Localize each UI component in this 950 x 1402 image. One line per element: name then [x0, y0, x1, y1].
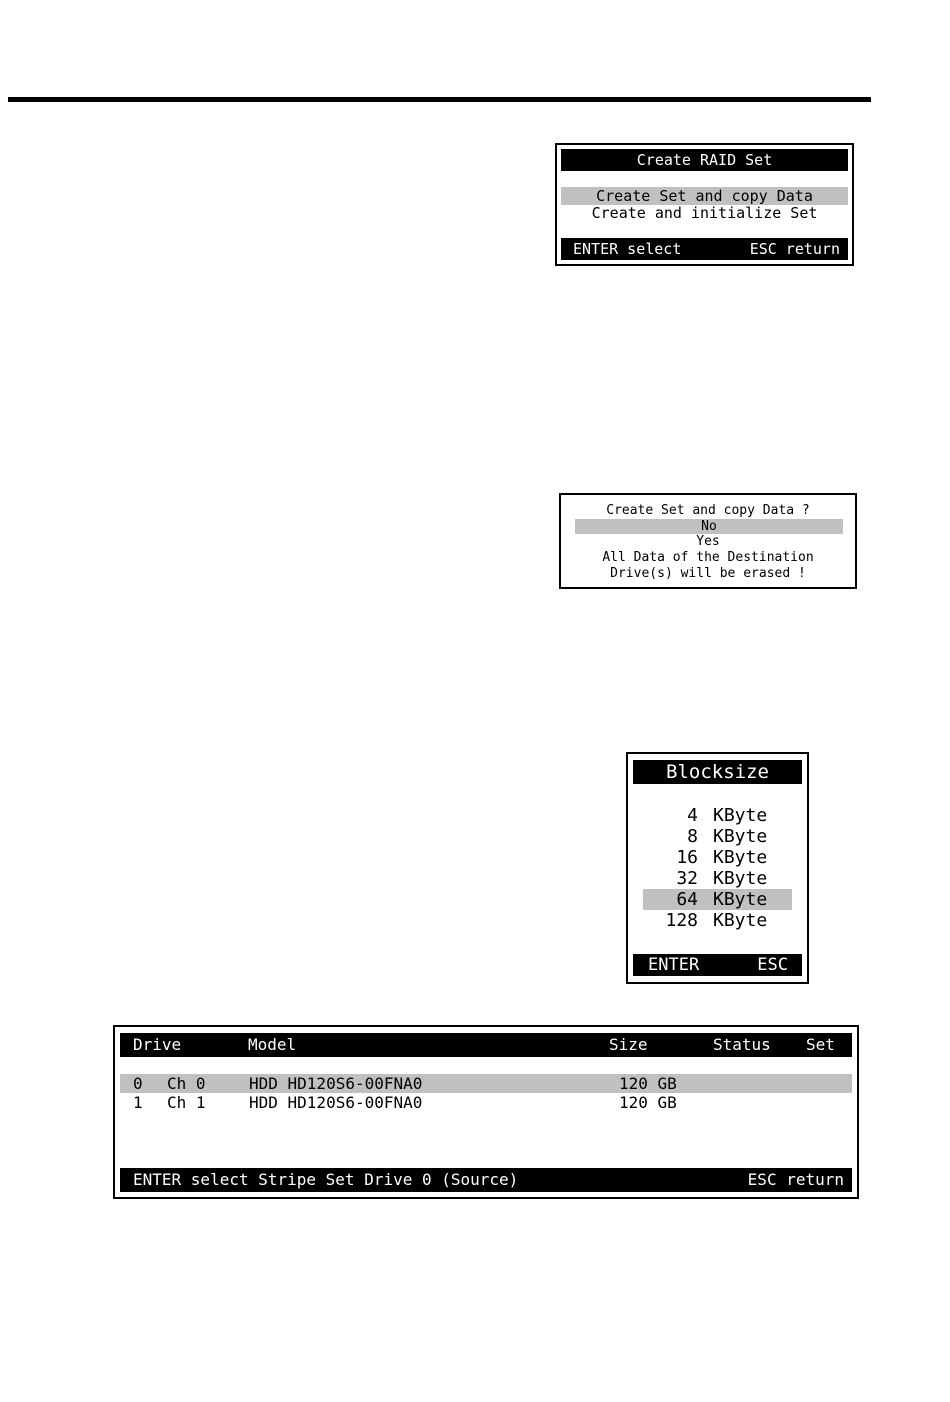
- column-header-model: Model: [248, 1035, 297, 1054]
- table-row[interactable]: [120, 1093, 852, 1112]
- drive-model: HDD HD120S6-00FNA0: [249, 1093, 423, 1112]
- blocksize-menu: [626, 752, 809, 984]
- warning-line-2: Drive(s) will be erased !: [610, 566, 806, 581]
- option-no[interactable]: No: [575, 519, 843, 534]
- blocksize-unit: KByte: [713, 889, 768, 910]
- enter-select-hint: ENTER select: [573, 240, 682, 258]
- drive-size: 120 GB: [619, 1074, 677, 1093]
- option-create-initialize-set[interactable]: Create and initialize Set: [591, 204, 818, 222]
- table-header: [120, 1033, 852, 1057]
- option-yes[interactable]: Yes: [696, 534, 720, 549]
- blocksize-unit: KByte: [713, 910, 768, 931]
- blocksize-option[interactable]: [643, 847, 792, 868]
- blocksize-unit: KByte: [713, 847, 768, 868]
- blocksize-value: 16: [676, 847, 698, 868]
- column-header-size: Size: [609, 1035, 648, 1054]
- table-footer: [120, 1168, 852, 1192]
- drive-size: 120 GB: [619, 1093, 677, 1112]
- drive-selection-table: [113, 1025, 859, 1199]
- warning-line-1: All Data of the Destination: [602, 550, 814, 565]
- blocksize-option[interactable]: [643, 826, 792, 847]
- blocksize-unit: KByte: [713, 805, 768, 826]
- drive-channel: Ch 0: [167, 1074, 206, 1093]
- blocksize-option-selected[interactable]: [643, 889, 792, 910]
- esc-return-hint: ESC return: [749, 240, 840, 258]
- blocksize-unit: KByte: [713, 826, 768, 847]
- blocksize-value: 32: [676, 868, 698, 889]
- enter-select-stripe-hint: ENTER select Stripe Set Drive 0 (Source): [133, 1170, 519, 1189]
- blocksize-title: Blocksize: [633, 760, 802, 784]
- blocksize-footer: [633, 954, 802, 976]
- enter-hint: ENTER: [648, 955, 700, 975]
- esc-hint: ESC: [757, 955, 788, 975]
- drive-number: 0: [133, 1074, 143, 1093]
- blocksize-unit: KByte: [713, 868, 768, 889]
- column-header-status: Status: [713, 1035, 771, 1054]
- blocksize-value: 128: [665, 910, 698, 931]
- page-header-rule: [8, 97, 871, 102]
- table-row[interactable]: [120, 1074, 852, 1093]
- create-raid-set-menu: [555, 143, 854, 266]
- esc-return-hint: ESC return: [747, 1170, 844, 1189]
- option-create-set-copy-data[interactable]: Create Set and copy Data: [561, 187, 848, 205]
- create-raid-set-footer: [561, 238, 848, 260]
- column-header-drive: Drive: [133, 1035, 182, 1054]
- blocksize-value: 4: [687, 805, 698, 826]
- create-raid-set-title: Create RAID Set: [561, 149, 848, 171]
- blocksize-option[interactable]: [643, 868, 792, 889]
- column-header-set: Set: [806, 1035, 835, 1054]
- blocksize-value: 8: [687, 826, 698, 847]
- drive-channel: Ch 1: [167, 1093, 206, 1112]
- confirm-question: Create Set and copy Data ?: [606, 503, 810, 518]
- drive-model: HDD HD120S6-00FNA0: [249, 1074, 423, 1093]
- drive-number: 1: [133, 1093, 143, 1112]
- blocksize-option[interactable]: [643, 910, 792, 931]
- copy-data-confirm-dialog: [559, 493, 857, 589]
- blocksize-option[interactable]: [643, 805, 792, 826]
- blocksize-value: 64: [676, 889, 698, 910]
